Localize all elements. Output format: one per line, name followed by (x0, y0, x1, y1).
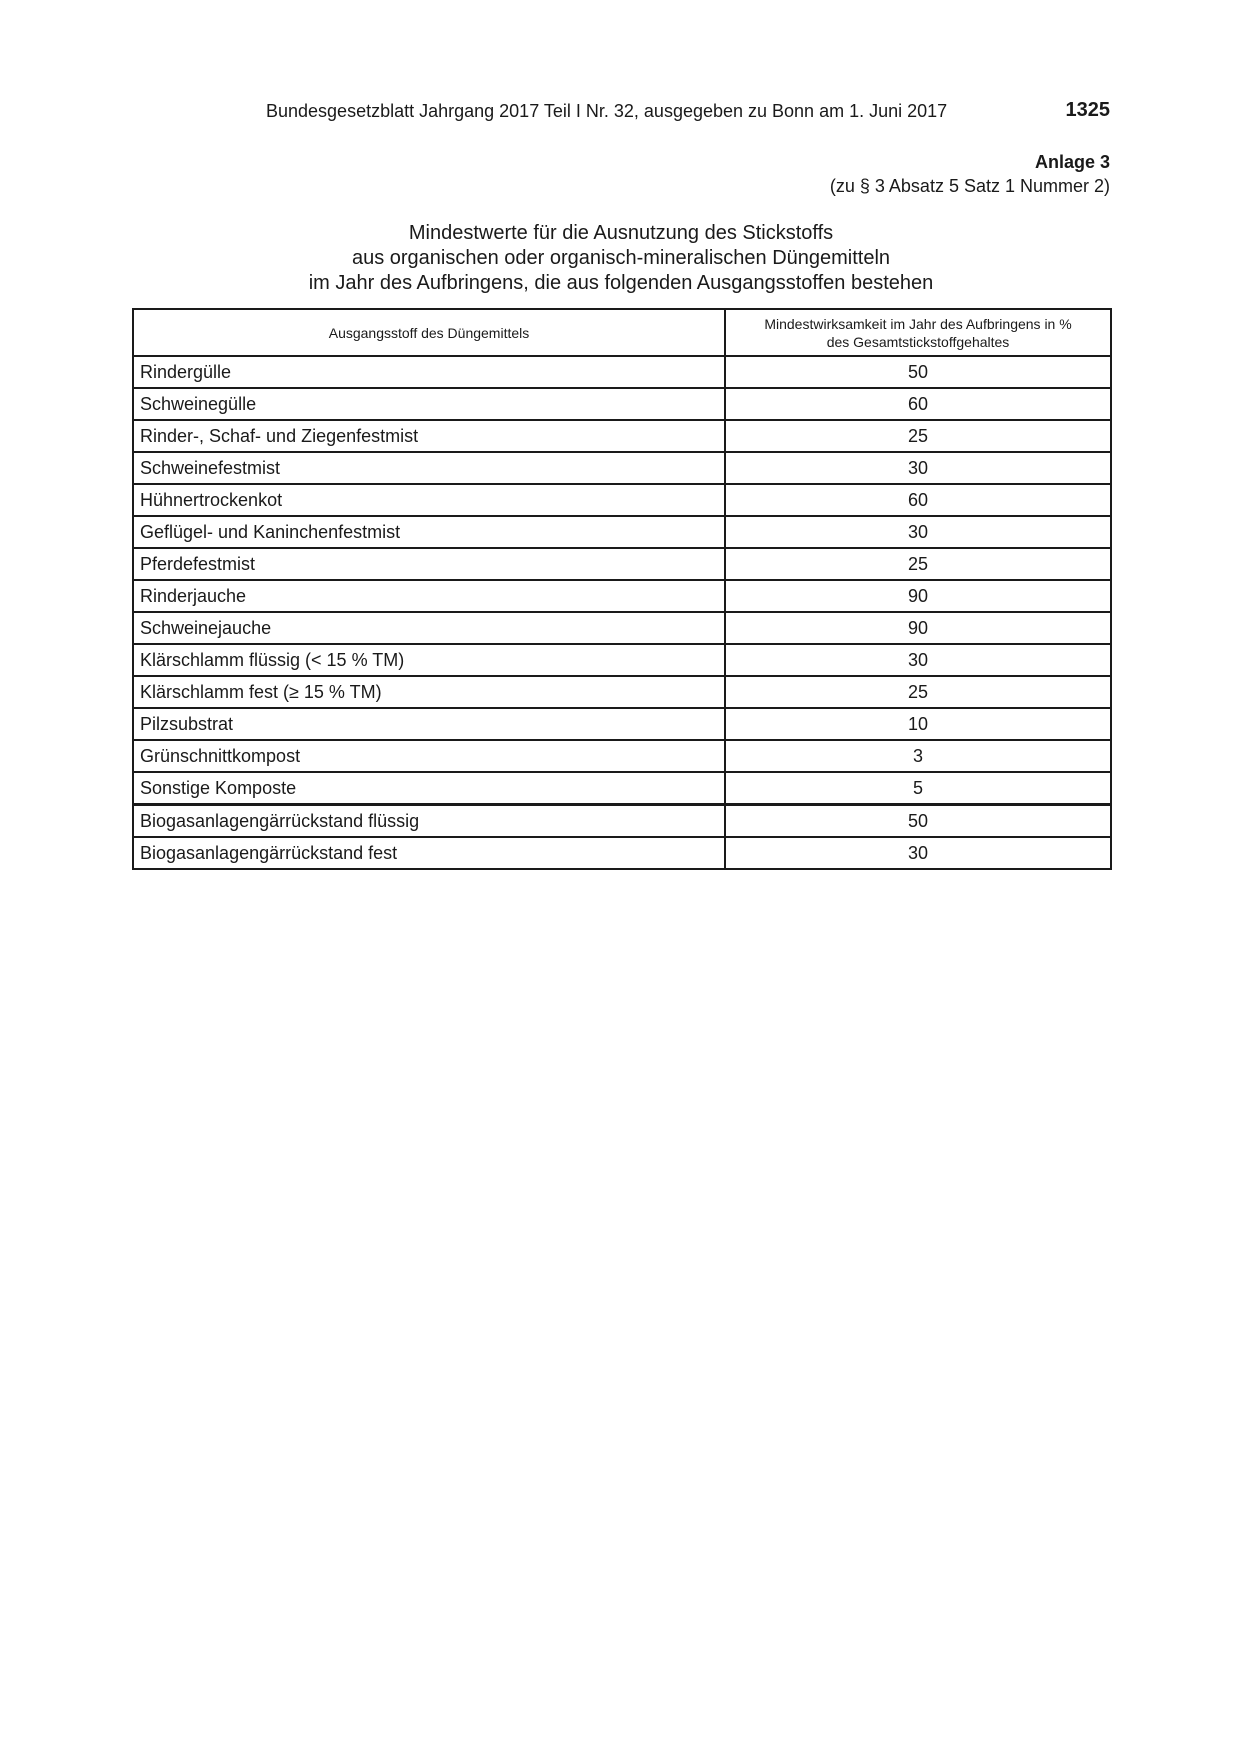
table-row (133, 548, 1111, 580)
table-heading (132, 221, 1110, 296)
row-source-material: Rindergülle (133, 356, 725, 388)
column-header-line: des Gesamtstickstoffgehaltes (826, 333, 1010, 350)
row-source-material: Pilzsubstrat (133, 708, 725, 740)
row-min-effectiveness: 25 (725, 420, 1111, 452)
table-heading-line: Mindestwerte für die Ausnutzung des Stickstoffs (408, 222, 834, 244)
row-source-material: Klärschlamm fest (≥ 15 % TM) (133, 676, 725, 708)
row-source-material: Rinder-, Schaf- und Ziegenfestmist (133, 420, 725, 452)
row-source-material: Pferdefestmist (133, 548, 725, 580)
row-source-material: Schweinejauche (133, 612, 725, 644)
row-source-material: Schweinegülle (133, 388, 725, 420)
table-header-row (133, 309, 1111, 356)
table-row (133, 740, 1111, 772)
running-head: Bundesgesetzblatt Jahrgang 2017 Teil I Nr. 32, ausgegeben zu Bonn am 1. Juni 2017 (266, 101, 948, 121)
row-source-material: Grünschnittkompost (133, 740, 725, 772)
table-heading-line: im Jahr des Aufbringens, die aus folgenden Ausgangsstoffen bestehen (308, 272, 934, 294)
table-row (133, 516, 1111, 548)
row-source-material: Hühnertrockenkot (133, 484, 725, 516)
table-row (133, 837, 1111, 869)
row-min-effectiveness: 90 (725, 580, 1111, 612)
annex-block (830, 150, 1110, 198)
row-min-effectiveness: 90 (725, 612, 1111, 644)
row-min-effectiveness: 50 (725, 356, 1111, 388)
row-min-effectiveness: 25 (725, 548, 1111, 580)
table-row (133, 388, 1111, 420)
row-min-effectiveness: 10 (725, 708, 1111, 740)
column-header-source-material: Ausgangsstoff des Düngemittels (133, 309, 725, 356)
row-source-material: Schweinefestmist (133, 452, 725, 484)
table-row (133, 805, 1111, 838)
column-header-line: Mindestwirksamkeit im Jahr des Aufbringens in % (764, 315, 1072, 332)
row-min-effectiveness: 60 (725, 484, 1111, 516)
column-header-min-effectiveness (725, 309, 1111, 356)
table-heading-line: aus organischen oder organisch-mineralischen Düngemitteln (351, 247, 891, 269)
row-min-effectiveness: 5 (725, 772, 1111, 805)
row-source-material: Geflügel- und Kaninchenfestmist (133, 516, 725, 548)
row-source-material: Klärschlamm flüssig (< 15 % TM) (133, 644, 725, 676)
page-number: 1325 (1065, 99, 1110, 121)
row-min-effectiveness: 3 (725, 740, 1111, 772)
row-source-material: Sonstige Komposte (133, 772, 725, 805)
row-min-effectiveness: 50 (725, 805, 1111, 838)
row-min-effectiveness: 30 (725, 644, 1111, 676)
row-source-material: Biogasanlagengärrückstand fest (133, 837, 725, 869)
annex-reference: (zu § 3 Absatz 5 Satz 1 Nummer 2) (829, 176, 1110, 196)
table-row (133, 772, 1111, 805)
row-source-material: Biogasanlagengärrückstand flüssig (133, 805, 725, 838)
table-row (133, 484, 1111, 516)
nitrogen-utilization-table (132, 308, 1112, 870)
row-min-effectiveness: 30 (725, 452, 1111, 484)
table-row (133, 452, 1111, 484)
row-min-effectiveness: 25 (725, 676, 1111, 708)
table-row (133, 580, 1111, 612)
table-row (133, 420, 1111, 452)
table-row (133, 644, 1111, 676)
annex-title: Anlage 3 (1034, 152, 1110, 172)
row-min-effectiveness: 30 (725, 516, 1111, 548)
row-min-effectiveness: 30 (725, 837, 1111, 869)
table-row (133, 708, 1111, 740)
row-source-material: Rinderjauche (133, 580, 725, 612)
row-min-effectiveness: 60 (725, 388, 1111, 420)
table-row (133, 612, 1111, 644)
table-row (133, 676, 1111, 708)
table-row (133, 356, 1111, 388)
